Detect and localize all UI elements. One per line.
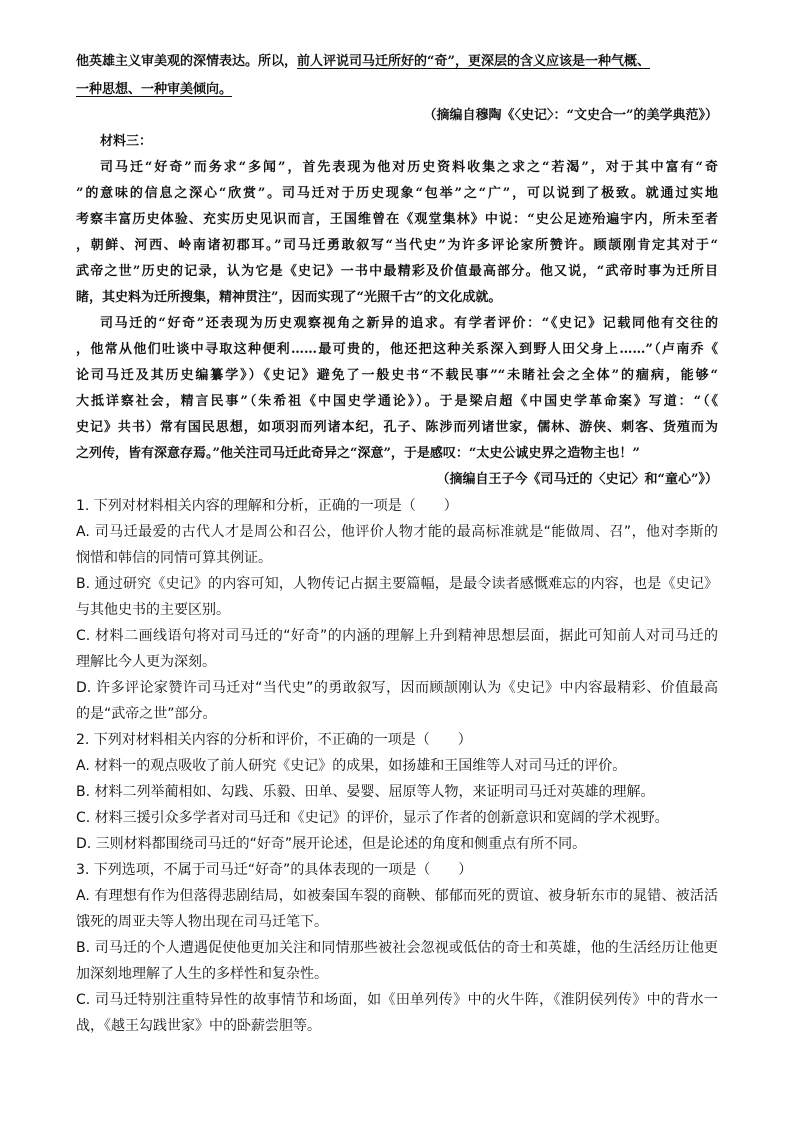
q1-option-a: A. 司马迁最爱的古代人才是周公和召公，他评价人物才能的最高标准就是“能做周、召”，他对李斯的 [76,524,718,540]
q3-option-b: B. 司马迁的个人遭遇促使他更加关注和同情那些被社会忽视或低估的奇士和英雄，他的生活经历让他更 [76,940,718,956]
q1-option-b: B. 通过研究《史记》的内容可知，人物传记占据主要篇幅，是最令读者感慨难忘的内容，也是《史记》 [76,576,718,592]
m3-p1-line: 司马迁“好奇”而务求“多闻”，首先表现为他对历史资料收集之求之“若渴”，对于其中富有“奇 [100,160,718,175]
q3-option-a: A. 有理想有作为但落得悲剧结局，如被秦国车裂的商鞅、郁郁而死的贾谊、被身斩东市的晁错、被活活 [76,888,718,904]
q1-option-d: D. 许多评论家赞许司马迁对“当代史”的勇敢叙写，因而顾颉刚认为《史记》中内容最精彩、价值最高 [76,680,718,696]
m3-p2-line: 大抵详察社会，精言民事”（朱希祖《中国史学通论》）。于是梁启超《中国史学革命案》写道：“（《 [76,394,718,409]
m3-p1-line: 睹，其史料为迁所搜集，精神贯注”，因而实现了“光照千古”的文化成就。 [76,290,502,305]
m3-p2-line: ，他常从他们吐谈中寻取这种便利……最可贵的，他还把这种关系深入到野人田父身上……”（卢南乔《 [76,342,718,357]
q2-option-c: C. 材料三援引众多学者对司马迁和《史记》的评价，显示了作者的创新意识和宽阔的学术视野。 [76,810,669,826]
q3-option-c: C. 司马迁特别注重特异性的故事情节和场面，如《田单列传》中的火牛阵，《淮阴侯列传》中的背水一 [76,992,718,1008]
q1-option-c: C. 材料二画线语句将对司马迁的“好奇”的内涵的理解上升到精神思想层面，据此可知前人对司马迁的 [76,628,718,644]
m3-p1-line: ”的意味的信息之深心“欣赏”。司马迁对于历史现象“包举”之“广”，可以说到了极致。就通过实地 [76,186,718,201]
material-three-heading: 材料三： [100,134,153,149]
q2-option-d: D. 三则材料都围绕司马迁的“好奇”展开论述，但是论述的角度和侧重点有所不同。 [76,836,587,852]
material-three-source: （摘编自王子今《司马迁的〈史记〉和“童心”》） [436,472,718,487]
q3-option-c-cont: 战，《越王勾践世家》中的卧薪尝胆等。 [76,1018,321,1034]
q1-option-a-cont: 悯惜和韩信的同情可算其例证。 [76,550,272,566]
question-3-stem: 3. 下列选项，不属于司马迁“好奇”的具体表现的一项是（ ） [76,862,473,878]
material-two-source: （摘编自穆陶《〈史记〉：“文史合一”的美学典范》） [423,108,718,123]
question-1-stem: 1. 下列对材料相关内容的理解和分析，正确的一项是（ ） [76,498,458,514]
q1-option-c-cont: 理解比今人更为深刻。 [76,654,216,670]
m3-p2-line: 论司马迁及其历史编纂学》）《史记》避免了一般史书“不载民事”“未睹社会之全体”的痼病，能够“ [76,368,718,383]
q2-option-b: B. 材料二列举蔺相如、勾践、乐毅、田单、晏婴、屈原等人物，来证明司马迁对英雄的理解。 [76,784,655,800]
m3-p2-line: 史记》共书）常有国民思想，如项羽而列诸本纪，孔子、陈涉而列诸世家，儒林、游侠、刺客、货殖而为 [76,420,718,435]
q3-option-a-cont: 饿死的周亚夫等人物出现在司马迁笔下。 [76,914,328,930]
q1-option-d-cont: 的是“武帝之世”部分。 [76,706,217,722]
q1-option-b-cont: 与其他史书的主要区别。 [76,602,230,618]
underlined-sentence: 前人评说司马迁所好的“奇”，更深层的含义应该是一种气概、 [297,54,650,69]
m3-p1-line: 考察丰富历史体验、充实历史见识而言，王国维曾在《观堂集林》中说：“史公足迹殆遍宇内，所未至者 [76,212,718,227]
m3-p2-line: 司马迁的“好奇”还表现为历史观察视角之新异的追求。有学者评价：“《史记》记载同他有交往的 [100,316,718,331]
m3-p2-line: 之列传，皆有深意存焉。”他关注司马迁此奇异之“深意”，于是感叹：“太史公诚史界之造物主也！” [76,446,640,461]
material-two-tail-line-1: 他英雄主义审美观的深情表达。所以，前人评说司马迁所好的“奇”，更深层的含义应该是一种气概、 [76,54,650,69]
q3-option-b-cont: 加深刻地理解了人生的多样性和复杂性。 [76,966,328,982]
material-two-tail-line-2: 一种思想、一种审美倾向。 [76,82,233,97]
q2-option-a: A. 材料一的观点吸收了前人研究《史记》的成果，如扬雄和王国维等人对司马迁的评价。 [76,758,627,774]
question-2-stem: 2. 下列对材料相关内容的分析和评价，不正确的一项是（ ） [76,732,472,748]
m3-p1-line: 武帝之世”历史的记录，认为它是《史记》一书中最精彩及价值最高部分。他又说，“武帝时事为迁所目 [76,264,718,279]
m3-p1-line: ，朝鲜、河西、岭南诸初郡耳。”司马迁勇敢叙写“当代史”为许多评论家所赞许。顾颉刚肯定其对于“ [76,238,718,253]
